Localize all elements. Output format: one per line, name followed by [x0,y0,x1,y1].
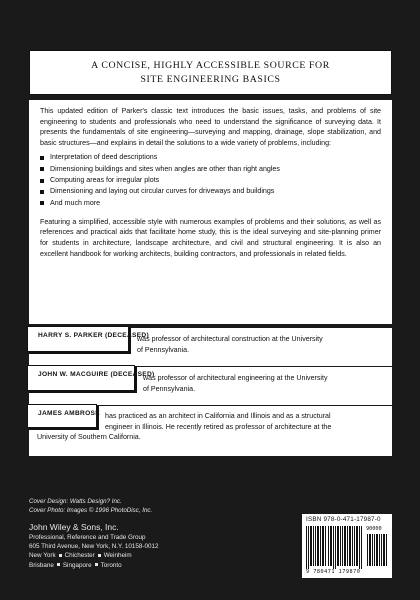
author-bio-ambrose [29,406,392,456]
publisher-block [29,522,159,570]
publisher-cities-2: Brisbane Singapore Toronto [29,561,122,569]
isbn-barcode [302,514,392,578]
title-line-2: SITE ENGINEERING BASICS [140,73,281,85]
author-description: was professor of architectural construction at the University of Pennsylvania. [137,335,323,354]
title-line-1: A CONCISE, HIGHLY ACCESSIBLE SOURCE FOR [91,59,330,71]
intro-paragraph: This updated edition of Parker's classic text introduces the basic issues, tasks, and problems of site engineering to students and professionals who need to understand the significance of surveying data. It presents the fundamentals of site engineering—surveying and mapping, drainage, slope stabilization, and basic structures—and explains in detail the solutions to a wide variety of problems, including: [40,107,381,147]
author-bio-parker [29,328,392,366]
cover-photo-credit: Cover Photo: Images © 1996 PhotoDisc, Inc. [29,507,153,514]
publisher-name: John Wiley & Sons, Inc. [29,522,119,532]
author-name-badge: JOHN W. MACGUIRE (DECEASED) [27,365,135,391]
cover-credits [29,497,152,515]
barcode-icon [306,526,388,569]
topics-list [40,152,381,208]
list-item: Interpretation of deed descriptions [40,152,381,163]
bullet-square-icon [40,179,44,183]
author-name-badge: HARRY S. PARKER (DECEASED) [27,326,129,352]
author-description: has practiced as an architect in California and Illinois and as a structural [105,412,331,420]
author-name-badge: JAMES AMBROSE [27,404,97,428]
barcode-digits: 9 780471 179870 [306,569,361,575]
list-item: Computing areas for irregular plots [40,175,381,186]
description-panel [29,100,392,324]
closing-paragraph: Featuring a simplified, accessible style with numerous examples of problems and their solutions, as well as references and practical aids that facilitate home study, this is the ideal surveying and site-planning primer for students in architecture, landscape architecture, and civil and structural engineering. It is also an excellent handbook for working architects, building contractors, and professionals in related fields. [40,217,381,258]
bullet-square-icon [40,167,44,171]
list-item: And much more [40,198,381,209]
list-item: Dimensioning buildings and sites when angles are other than right angles [40,164,381,175]
author-description-cont: engineer in Illinois. He recently retired as professor of architecture at the University of Southern California. [37,422,332,442]
cover-design-credit: Cover Design: Watts Design? Inc. [29,498,122,505]
author-description: was professor of architectural engineering at the University of Pennsylvania. [143,374,328,393]
bullet-square-icon [40,156,44,160]
barcode-addon: 90000 [366,526,382,532]
title-banner [29,50,392,95]
list-item: Dimensioning and laying out circular curves for driveways and buildings [40,186,381,197]
isbn-number: ISBN 978-0-471-17987-0 [306,516,381,523]
publisher-address: 605 Third Avenue, New York, N.Y. 10158-0012 [29,543,159,551]
bullet-square-icon [40,190,44,194]
publisher-cities-1: New York Chichester Weinheim [29,552,132,560]
author-bio-macguire [29,367,392,405]
bullet-square-icon [40,201,44,205]
publisher-group: Professional, Reference and Trade Group [29,534,146,541]
